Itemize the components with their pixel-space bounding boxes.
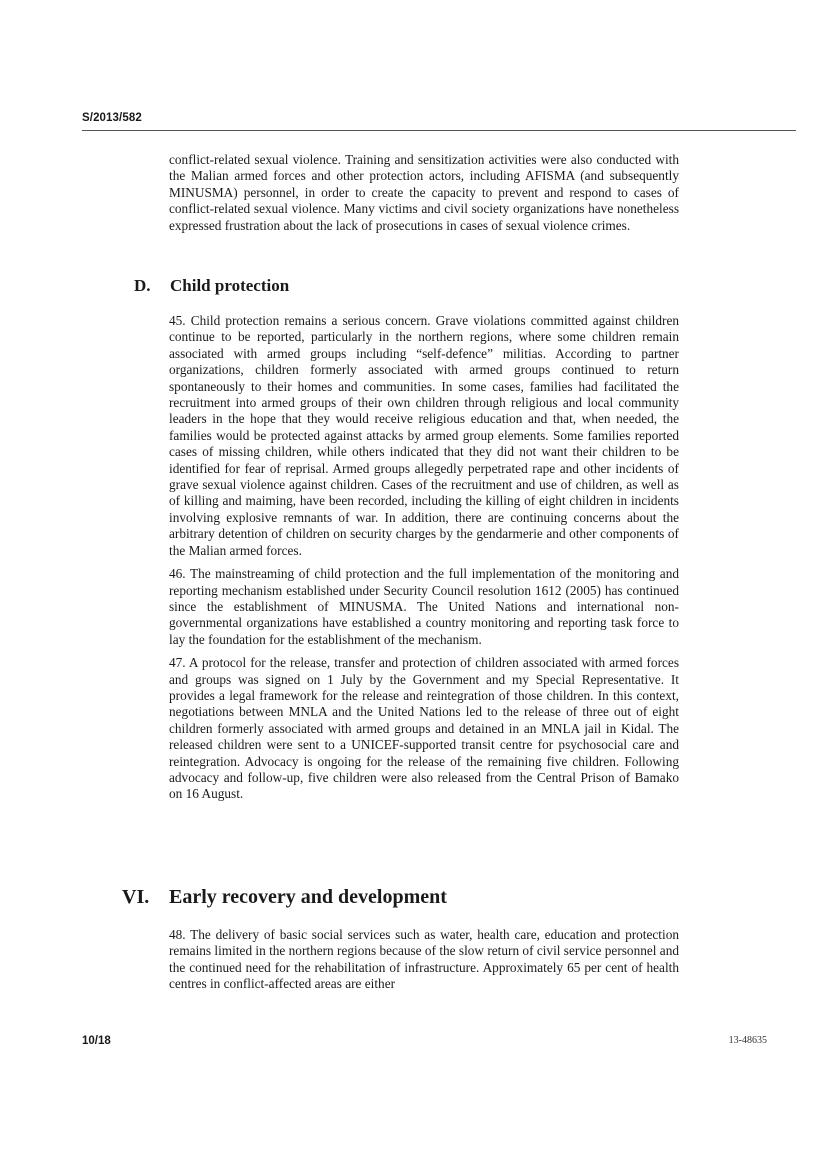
page-number: 10/18 (82, 1035, 111, 1047)
section-number: D. (134, 276, 151, 295)
section-title: Early recovery and development (169, 886, 447, 908)
section-heading-early-recovery (122, 886, 447, 909)
text-block-intro (169, 152, 679, 241)
header-rule (82, 130, 796, 131)
paragraph-46: 46. The mainstreaming of child protection and the full implementation of the monitoring and reporting mechanism established under Security Council resolution 1612 (2005) has continued since the establishment of MINUSMA. The United Nations and international non-governmental organizations have established a country monitoring and reporting task force to lay the foundation for the establishment of the mechanism. (169, 566, 679, 647)
text-block-early-recovery (169, 927, 679, 1000)
section-heading-child-protection (134, 276, 289, 296)
paragraph-45: 45. Child protection remains a serious concern. Grave violations committed against children continue to be reported, particularly in the northern regions, where some children remain associated with armed groups including “self-defence” militias. According to partner organizations, children formerly associated with armed groups continued to return spontaneously to their homes and communities. In some cases, families had facilitated the recruitment into armed groups of their own children through religious and local community leaders in the hope that they would receive religious education and that, when needed, the families would be protected against attacks by armed group elements. Some families reported cases of missing children, while others indicated that they did not want their children to be identified for fear of reprisal. Armed groups allegedly perpetrated rape and other incidents of grave sexual violence against children. Cases of the recruitment and use of children, as well as of killing and maiming, have been recorded, including the killing of eight children in incidents involving explosive remnants of war. In addition, there are continuing concerns about the arbitrary detention of children on security charges by the gendarmerie and other components of the Malian armed forces. (169, 313, 679, 558)
job-number: 13-48635 (728, 1035, 767, 1046)
paragraph-47: 47. A protocol for the release, transfer and protection of children associated with armed forces and groups was signed on 1 July by the Government and my Special Representative. It provides a legal framework for the release and reintegration of those children. In this context, negotiations between MNLA and the United Nations led to the release of three out of eight children formerly associated with armed groups and detained in an MNLA jail in Kidal. The released children were sent to a UNICEF-supported transit centre for psychosocial care and reintegration. Advocacy is ongoing for the release of the remaining five children. Following advocacy and follow-up, five children were also released from the Central Prison of Bamako on 16 August. (169, 655, 679, 802)
document-symbol: S/2013/582 (82, 112, 142, 124)
section-number: VI. (122, 886, 150, 908)
section-title: Child protection (170, 276, 290, 295)
paragraph-continuation: conflict-related sexual violence. Training and sensitization activities were also conducted with the Malian armed forces and other protection actors, including AFISMA (and subsequently MINUSMA) personnel, in order to create the capacity to prevent and respond to cases of conflict-related sexual violence. Many victims and civil society organizations have nonetheless expressed frustration about the lack of prosecutions in cases of sexual violence crimes. (169, 152, 679, 233)
paragraph-48: 48. The delivery of basic social services such as water, health care, education and protection remains limited in the northern regions because of the slow return of civil service personnel and the continued need for the rehabilitation of infrastructure. Approximately 65 per cent of health centres in conflict-affected areas are either (169, 927, 679, 992)
text-block-child-protection (169, 313, 679, 810)
